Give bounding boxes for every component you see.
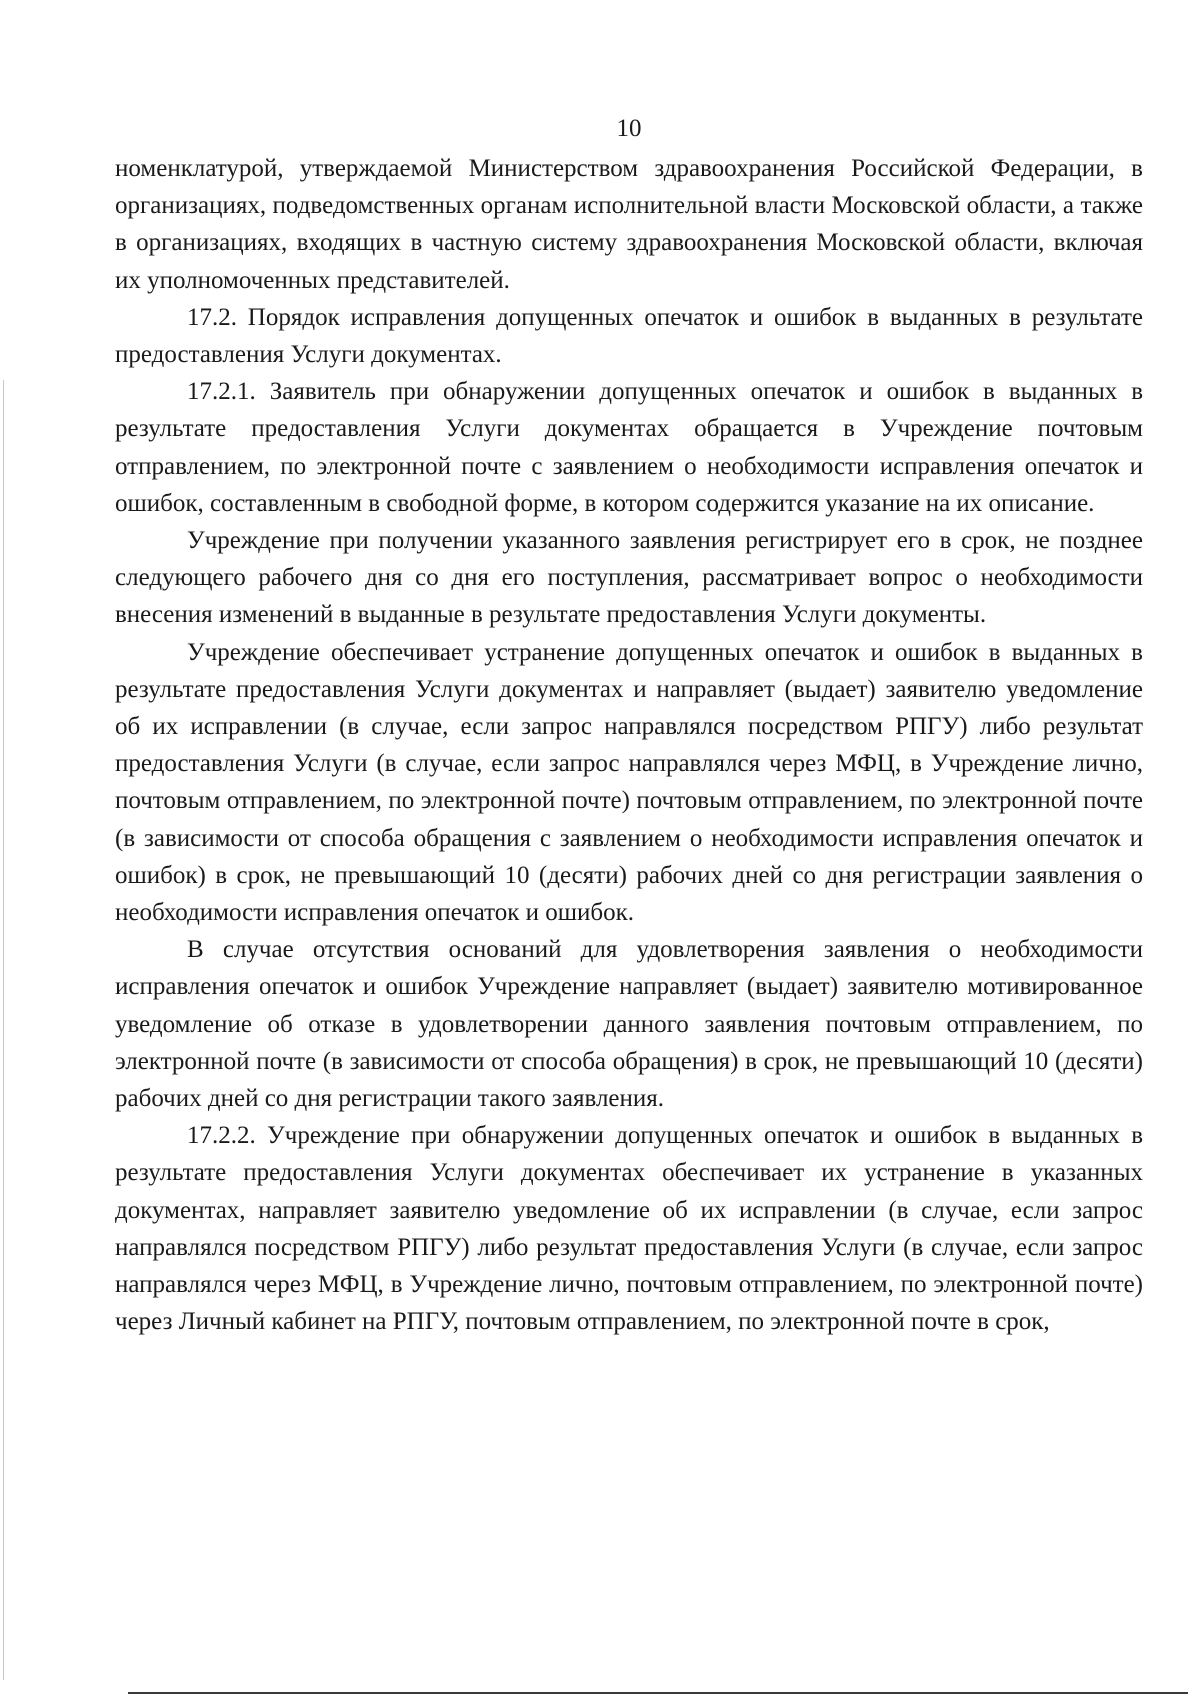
- document-body: [115, 150, 1143, 1341]
- paragraph-17-2-heading: 17.2. Порядок исправления допущенных опечаток и ошибок в выданных в результате предоставления Услуги документах.: [115, 303, 1143, 369]
- bottom-scan-line: [128, 1692, 1188, 1694]
- paragraph-correction: Учреждение обеспечивает устранение допущенных опечаток и ошибок в выданных в результате предоставления Услуги документах и направляет (выдает) заявителю уведомление об их исправлении (в случае, если запрос направлялся посредством РПГУ) либо результат предоставления Услуги (в случае, если запрос направлялся через МФЦ, в Учреждение лично, почтовым отправлением, по электронной почте) почтовым отправлением, по электронной почте (в зависимости от способа обращения с заявлением о необходимости исправления опечаток и ошибок) в срок, не превышающий 10 (десяти) рабочих дней со дня регистрации заявления о необходимости исправления опечаток и ошибок.: [115, 638, 1143, 927]
- paragraph-registration: Учреждение при получении указанного заявления регистрирует его в срок, не позднее следующего рабочего дня со дня его поступления, рассматривает вопрос о необходимости внесения изменений в выданные в результате предоставления Услуги документы.: [115, 527, 1143, 629]
- paragraph-continuation: номенклатурой, утверждаемой Министерством здравоохранения Российской Федерации, в организациях, подведомственных органам исполнительной власти Московской области, а также в организациях, входящих в частную систему здравоохранения Московской области, включая их уполномоченных представителей.: [115, 155, 1143, 294]
- paragraph-17-2-1: 17.2.1. Заявитель при обнаружении допущенных опечаток и ошибок в выданных в результате предоставления Услуги документах обращается в Учреждение почтовым отправлением, по электронной почте с заявлением о необходимости исправления опечаток и ошибок, составленным в свободной форме, в котором содержится указание на их описание.: [115, 378, 1143, 517]
- paragraph-refusal: В случае отсутствия оснований для удовлетворения заявления о необходимости исправления опечаток и ошибок Учреждение направляет (выдает) заявителю мотивированное уведомление об отказе в удовлетворении данного заявления почтовым отправлением, по электронной почте (в зависимости от способа обращения) в срок, не превышающий 10 (десяти) рабочих дней со дня регистрации такого заявления.: [115, 936, 1143, 1113]
- paragraph-17-2-2: 17.2.2. Учреждение при обнаружении допущенных опечаток и ошибок в выданных в результате предоставления Услуги документах обеспечивает их устранение в указанных документах, направляет заявителю уведомление об их исправлении (в случае, если запрос направлялся посредством РПГУ) либо результат предоставления Услуги (в случае, если запрос направлялся через МФЦ, в Учреждение лично, почтовым отправлением, по электронной почте) через Личный кабинет на РПГУ, почтовым отправлением, по электронной почте в срок,: [115, 1122, 1143, 1336]
- scan-edge-line: [3, 380, 4, 1680]
- page-number: 10: [616, 115, 642, 142]
